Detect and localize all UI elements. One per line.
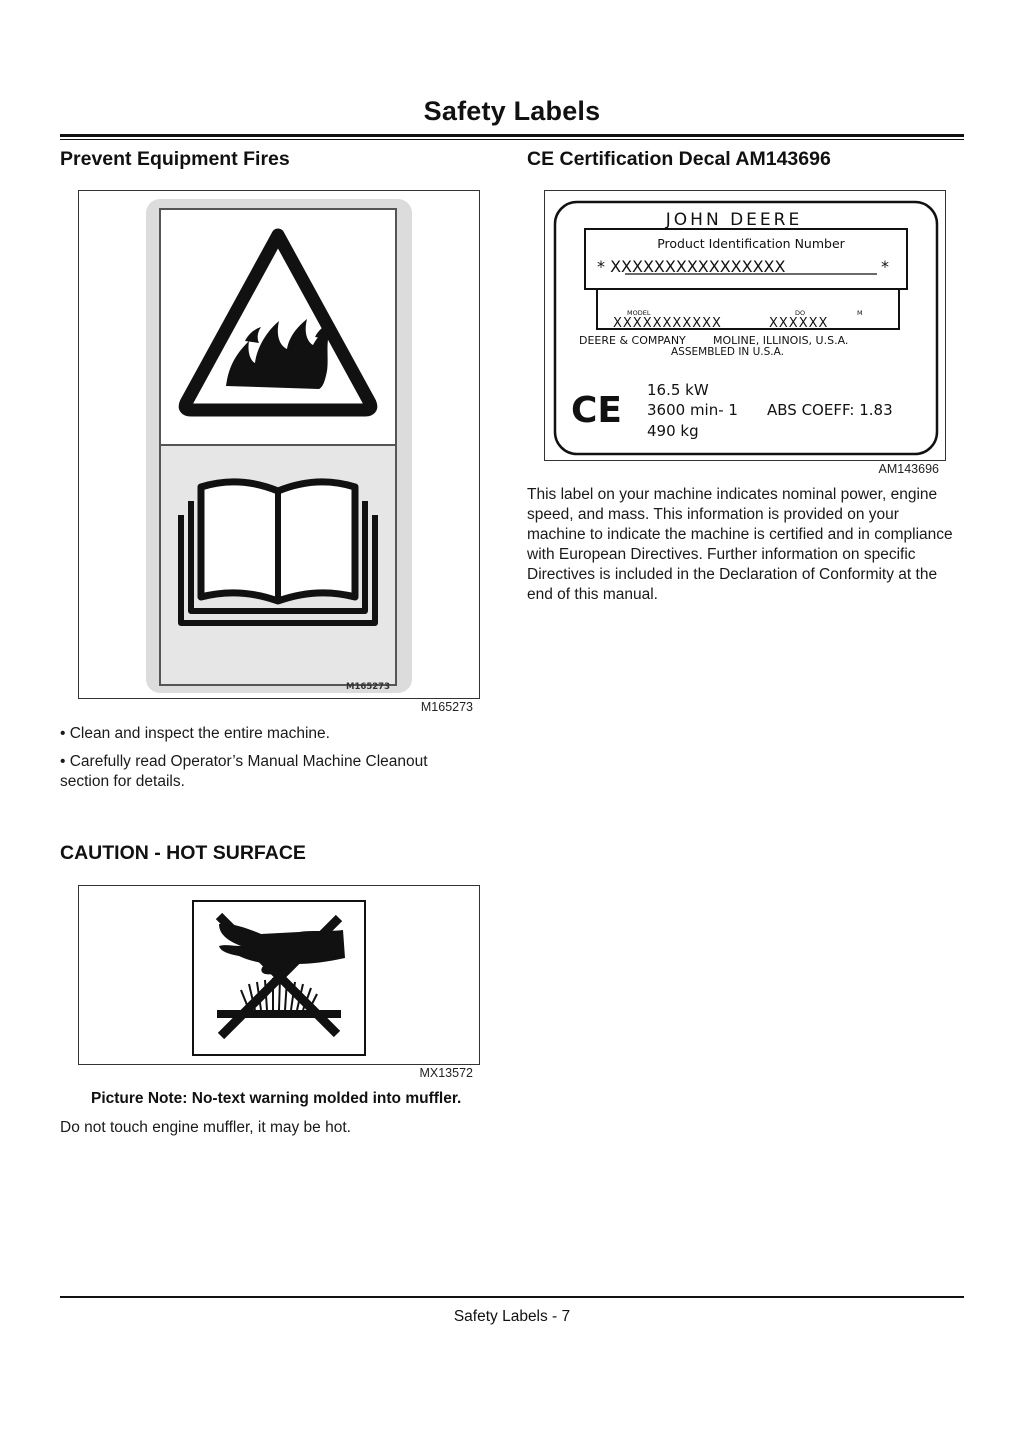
footer-rule bbox=[60, 1296, 964, 1298]
m-label: M bbox=[857, 309, 863, 317]
model-label: MODEL bbox=[627, 309, 651, 317]
fire-bullet-1: • Clean and inspect the entire machine. bbox=[60, 725, 330, 742]
do-value: XXXXXX bbox=[769, 316, 829, 331]
decal-location: MOLINE, ILLINOIS, U.S.A. bbox=[713, 334, 849, 347]
fire-bullet-2: • Carefully read Operator’s Manual Machine Cleanout section for details. bbox=[60, 753, 428, 790]
page-footer: Safety Labels - 7 bbox=[453, 1308, 571, 1325]
decal-power: 16.5 kW bbox=[647, 381, 709, 399]
decal-abs-coeff: ABS COEFF: 1.83 bbox=[767, 401, 893, 419]
fire-label-graphic bbox=[79, 191, 479, 698]
header-rule-thin bbox=[60, 139, 964, 140]
pin-value: * XXXXXXXXXXXXXXXX bbox=[597, 257, 786, 276]
header-rule bbox=[60, 134, 964, 137]
decal-inner-code: M165273 bbox=[346, 682, 390, 692]
ce-decal-graphic bbox=[545, 191, 945, 460]
picture-note: Picture Note: No-text warning molded into muffler. bbox=[91, 1090, 462, 1107]
decal-company: DEERE & COMPANY bbox=[579, 334, 686, 347]
decal-speed: 3600 min- 1 bbox=[647, 401, 738, 419]
fire-section-heading: Prevent Equipment Fires bbox=[60, 148, 290, 170]
ce-decal-figure bbox=[544, 190, 946, 461]
do-label: DO bbox=[795, 309, 806, 317]
hot-surface-graphic bbox=[79, 886, 479, 1064]
ce-mark-icon: CE bbox=[571, 390, 623, 431]
hot-surface-body: Do not touch engine muffler, it may be hot. bbox=[60, 1119, 351, 1136]
ce-figure-code: AM143696 bbox=[878, 462, 939, 476]
ce-section-heading: CE Certification Decal AM143696 bbox=[527, 148, 831, 170]
page-title: Safety Labels bbox=[423, 96, 601, 126]
decal-assembled: ASSEMBLED IN U.S.A. bbox=[671, 346, 784, 358]
hot-figure-code: MX13572 bbox=[419, 1066, 473, 1080]
decal-mass: 490 kg bbox=[647, 422, 699, 440]
model-value: XXXXXXXXXXX bbox=[613, 316, 722, 331]
hot-surface-heading: CAUTION - HOT SURFACE bbox=[60, 842, 306, 864]
pin-label: Product Identification Number bbox=[657, 236, 845, 251]
ce-description: This label on your machine indicates nominal power, engine speed, and mass. This information is provided on your machine to indicate the machine is certified and in compliance with European Directives. Further information on specific Directives is included in the Declaration of Conformity at the end of this manual. bbox=[527, 486, 953, 603]
pin-star: * bbox=[881, 257, 889, 276]
decal-brand: JOHN DEERE bbox=[665, 210, 803, 230]
fire-figure-code: M165273 bbox=[420, 700, 473, 714]
fire-safety-label-figure bbox=[78, 190, 480, 699]
hot-surface-figure bbox=[78, 885, 480, 1065]
